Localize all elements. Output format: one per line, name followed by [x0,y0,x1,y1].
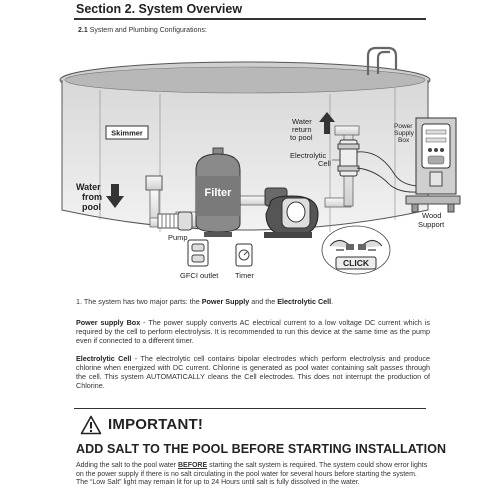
click-label: CLICK [343,258,369,268]
subsection-number: 2.1 [78,27,88,34]
filter-tank [196,148,240,237]
add-salt-headline: ADD SALT TO THE POOL BEFORE STARTING INSTALLATION [76,442,447,456]
intro-power-supply: Power Supply [201,297,250,306]
wood-label-1: Wood [422,211,442,220]
psb-label-3: Box [398,137,410,144]
salt-p1-before: BEFORE [177,462,208,469]
electrolytic-cell-text: - The electrolytic cell contains bipolar electrodes which perform electrolysis and produce chlorine when energized with DC current. Chlorine is generated as pool water containing salt passes through the cell. This system AUTOMATICALLY cleans the Cell electrodes. This does not interrupt the production of Chlorine. [76,354,430,390]
water-from-pool-label-3: pool [82,202,101,212]
click-connector-inset [322,226,390,274]
section-title: Section 2. System Overview [76,2,243,16]
water-from-pool-label-1: Water [76,182,101,192]
pump-label: Pump [168,233,188,242]
salt-instructions [76,462,430,488]
pump-motor [158,212,192,230]
wood-label-2: Support [418,220,445,229]
important-label: IMPORTANT! [108,416,204,433]
filter-label: Filter [204,187,232,199]
subsection-heading [78,27,207,34]
electrolytic-cell [338,140,359,176]
wood-support [406,196,460,212]
intro-pre: 1. The system has two major parts: the [76,297,202,306]
power-supply-paragraph [76,318,430,345]
intro-electrolytic-cell: Electrolytic Cell [277,297,332,306]
power-supply-text: - The power supply converts AC electrical current to a low voltage DC current which is required by the cell to perform electrolysis. It is recommended to run this device at the same time as the pump even if connected to a different timer. [76,318,430,345]
power-supply-term: Power supply Box [76,318,141,327]
gfci-outlet [188,240,208,266]
section-title-rule [74,18,426,20]
warning-icon [80,415,102,435]
water-return-label-3: to pool [290,133,313,142]
timer [236,244,252,266]
water-return-label-1: Water [292,117,312,126]
skimmer-label: Skimmer [111,128,143,138]
psb-label-2: Supply [394,130,414,137]
electrolytic-cell-paragraph [76,354,430,390]
gfci-label: GFCI outlet [180,271,219,280]
power-supply-box [416,118,456,194]
intro-end: . [331,297,334,306]
cell-label-1: Electrolytic [290,151,327,160]
subsection-title: System and Plumbing Configurations: [89,27,207,34]
water-from-pool-label-2: from [82,192,102,202]
salt-p1-pre: Adding the salt to the pool water [76,462,178,469]
water-return-label-2: return [292,125,312,134]
psb-label-1: Power [394,123,413,130]
cell-label-2: Cell [318,159,331,168]
timer-label: Timer [235,271,254,280]
important-rule [74,408,426,409]
electrolytic-cell-term: Electrolytic Cell [76,354,132,363]
plumbing-diagram [0,40,500,290]
salt-paragraph-2: The “Low Salt” light may remain lit for up to 24 Hours until salt is fully dissolved in the water. [76,479,360,487]
intro-mid: and the [249,297,278,306]
salt-paragraph-1 [76,462,430,479]
intro-paragraph [76,297,430,306]
salt-p1-post: starting the salt system is required. The system could show error lights on the power supply if there is no salt circulating in the pool water for several hours before starting the system. [76,462,428,478]
